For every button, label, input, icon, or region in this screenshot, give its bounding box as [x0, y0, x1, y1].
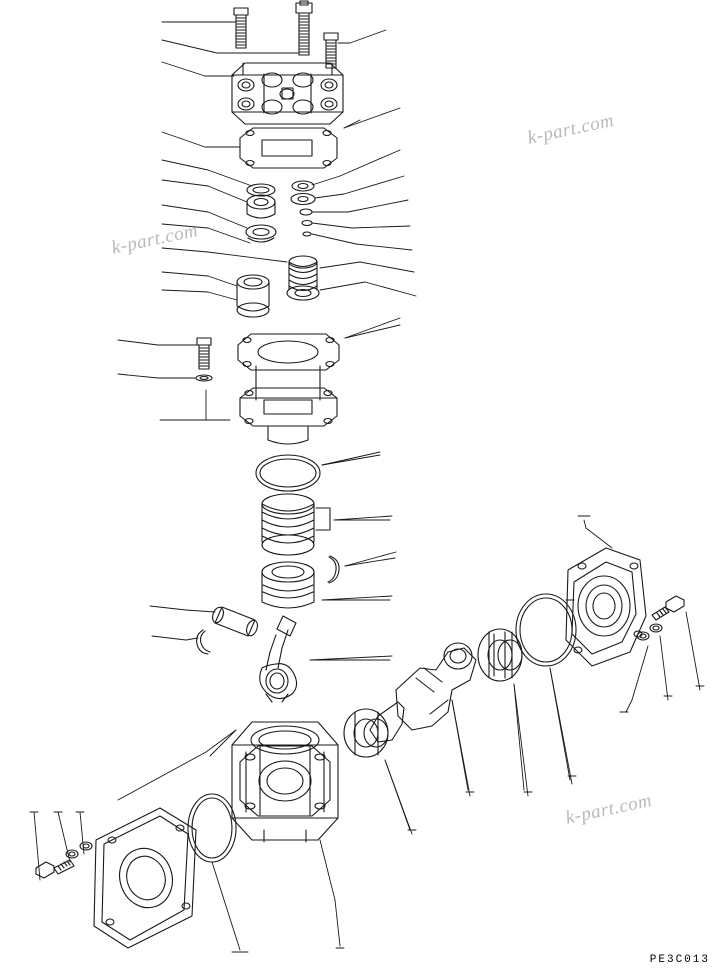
snap-ring-small-left: [197, 630, 210, 654]
bearing-right: [478, 629, 522, 681]
cylinder-block: [238, 334, 339, 444]
end-cover-left: [94, 808, 196, 948]
watermark-middle-left: k-part.com: [109, 219, 201, 259]
snap-ring: [328, 556, 339, 583]
cylinder-block-bolts: [196, 338, 212, 381]
end-cover-right: [566, 548, 646, 666]
piston-pin: [211, 606, 260, 637]
bearing-left: [344, 709, 388, 757]
valve-plate-seals: [246, 181, 315, 242]
valve-spring-assembly: [237, 256, 319, 317]
watermark-top-right: k-part.com: [525, 109, 617, 149]
piston: [262, 562, 314, 608]
o-ring-crankcase-left: [188, 794, 236, 862]
piston-ring-set: [262, 494, 330, 555]
drawing-code: PE3C013: [649, 954, 710, 966]
cylinder-head-bolts: [234, 1, 338, 68]
cylinder-head: [232, 63, 343, 124]
connecting-rod: [260, 616, 297, 702]
watermark-bottom-right: k-part.com: [563, 789, 655, 829]
head-gasket: [240, 128, 337, 168]
crankcase: [232, 722, 338, 842]
o-ring-large: [256, 455, 320, 491]
crankshaft: [370, 643, 476, 742]
